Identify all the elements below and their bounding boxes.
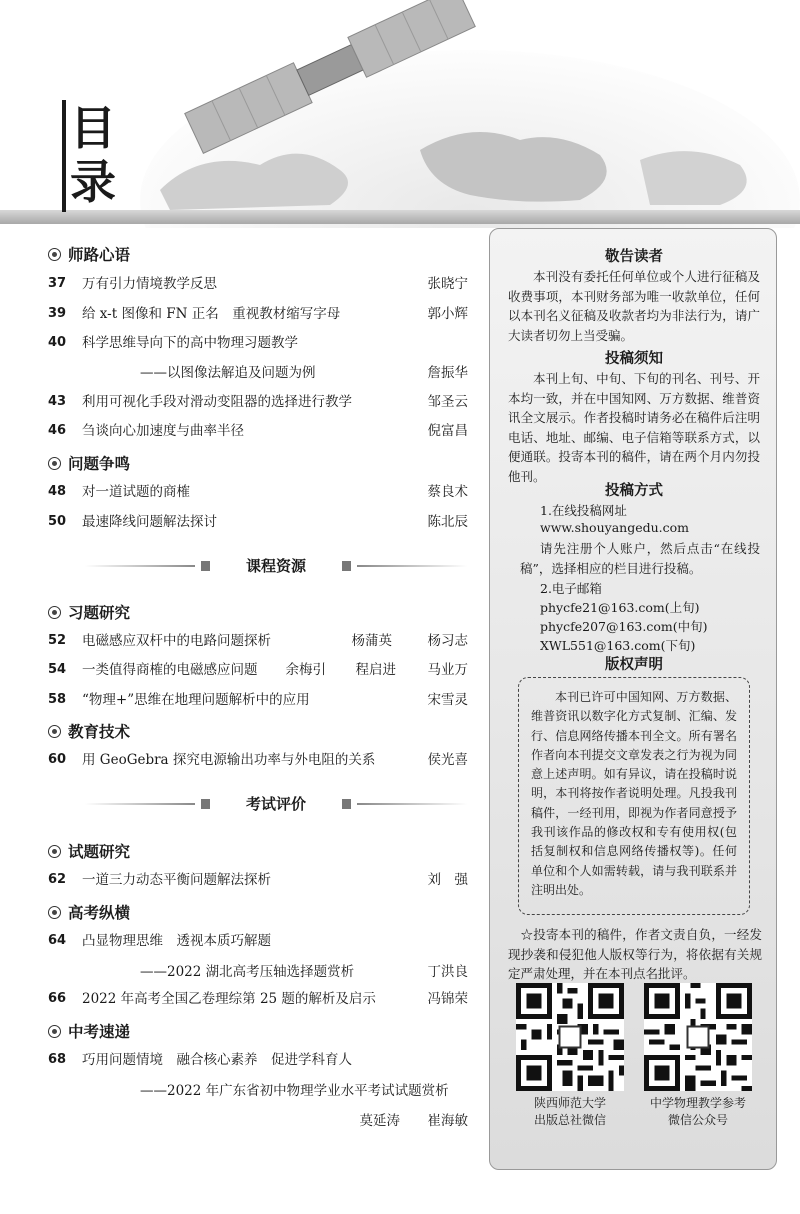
bullet-icon: [48, 248, 61, 261]
bullet-icon: [48, 457, 61, 470]
qr-code-icon: [516, 983, 624, 1091]
toc-entry[interactable]: 52 电磁感应双杆中的电路问题探析 杨蒲英 杨习志: [48, 633, 468, 649]
qr-code-icon: [644, 983, 752, 1091]
toc-entry[interactable]: 50 最速降线问题解法探讨 陈北辰: [48, 514, 468, 530]
bullet-icon: [48, 845, 61, 858]
warning-text: ☆投寄本刊的稿件，作者文责自负，一经发现抄袭和侵犯他人版权等行为，将依据有关规定严肃处理，并在本刊点名批评。: [508, 927, 762, 981]
toc-entry[interactable]: 37 万有引力情境教学反思 张晓宁: [48, 276, 468, 292]
method-1-text: 请先注册个人账户，然后点击“在线投稿”，选择相应的栏目进行投稿。: [520, 541, 760, 576]
email-1[interactable]: phycfe21@163.com(上旬): [540, 600, 700, 615]
qr1-caption: 陕西师范大学 出版总社微信: [533, 1096, 606, 1127]
bullet-icon: [48, 606, 61, 619]
section-gaokao: 高考纵横: [48, 901, 130, 923]
toc-subtitle: ——2022 年广东省初中物理学业水平考试试题赏析: [140, 1083, 449, 1099]
section-jiaoyu: 教育技术: [48, 720, 130, 742]
toc-entry[interactable]: 60 用 GeoGebra 探究电源输出功率与外电阻的关系 侯光喜: [48, 752, 468, 768]
toc-author: 崔海敏: [427, 1113, 468, 1129]
toc-author: 丁洪良: [427, 964, 468, 980]
method-1-label: 1.在线投稿网址: [540, 503, 627, 518]
section-shilu: 师路心语: [48, 243, 130, 265]
bullet-icon: [48, 1025, 61, 1038]
section-zhongkao: 中考速递: [48, 1020, 130, 1042]
toc-entry[interactable]: 40 科学思维导向下的高中物理习题教学: [48, 335, 298, 351]
header-banner: [0, 0, 800, 228]
toc-entry[interactable]: 39 给 x-t 图像和 FN 正名 重视教材缩写字母 郭小辉: [48, 306, 468, 322]
toc-entry[interactable]: 48 对一道试题的商榷 蔡良术: [48, 484, 468, 500]
page-title-1: 目: [70, 101, 116, 155]
email-2[interactable]: phycfe207@163.com(中旬): [540, 619, 708, 634]
toc-entry[interactable]: 46 刍谈向心加速度与曲率半径 倪富昌: [48, 423, 468, 439]
submit-text: 本刊上旬、中旬、下旬的刊名、刊号、开本均一致，并在中国知网、万方数据、维普资讯全文展示。作者投稿时请务必在稿件后注明电话、地址、邮编、电子信箱等联系方式，以便通联。投寄本刊的稿件，请在两个月内勿投他刊。: [508, 371, 760, 484]
divider-kecheng: 课程资源: [85, 557, 467, 575]
method-2-label: 2.电子邮箱: [540, 581, 602, 596]
toc-entry[interactable]: 58 “物理+”思维在地理问题解析中的应用 宋雪灵: [48, 692, 468, 708]
title-bar: [62, 100, 66, 212]
divider-kaoshi: 考试评价: [85, 795, 467, 813]
section-shiti: 试题研究: [48, 840, 130, 862]
method-title: 投稿方式: [605, 483, 663, 499]
bullet-icon: [48, 906, 61, 919]
header-band: [0, 210, 800, 224]
toc-entry[interactable]: 62 一道三力动态平衡问题解法探析 刘 强: [48, 872, 468, 888]
copyright-text: 本刊已许可中国知网、万方数据、维普资讯以数字化方式复制、汇编、发行、信息网络传播本刊全文。所有署名作者向本刊提交文章发表之行为视为同意上述声明。如有异议，请在投稿时说明，本刊将按作者说明处理。凡投我刊稿件，一经刊用，即视为作者同意授予我刊该作品的修改权和专有使用权(包括复制权和信息网络传播权等)。任何单位和个人如需转载，请与我刊联系并注明出处。: [531, 690, 737, 897]
bullet-icon: [48, 725, 61, 738]
page-title-2: 录: [70, 155, 116, 209]
toc-subtitle: ——2022 湖北高考压轴选择题赏析: [140, 964, 355, 980]
email-3[interactable]: XWL551@163.com(下旬): [540, 638, 696, 653]
notice-text: 本刊没有委托任何单位或个人进行征稿及收费事项，本刊财务部为唯一收款单位，任何以本刊名义征稿及收款者均为非法行为，请广大读者切勿上当受骗。: [508, 269, 760, 343]
sidebar-panel: [489, 228, 777, 1170]
qr2-caption: 中学物理教学参考 微信公众号: [649, 1096, 746, 1127]
section-wenti: 问题争鸣: [48, 452, 130, 474]
satellite-world-illustration: [0, 0, 800, 228]
toc-author: 詹振华: [427, 365, 468, 381]
toc-entry[interactable]: 43 利用可视化手段对滑动变阻器的选择进行教学 邹圣云: [48, 394, 468, 410]
toc-entry[interactable]: 54 一类值得商榷的电磁感应问题 余梅引 程启进 马业万: [48, 662, 468, 678]
copyright-box: [518, 677, 750, 915]
submit-title: 投稿须知: [605, 351, 663, 367]
qr-code-1[interactable]: [516, 983, 624, 1091]
copyright-title: 版权声明: [605, 657, 663, 673]
toc-author: 莫延涛: [359, 1113, 400, 1129]
toc-entry[interactable]: 66 2022 年高考全国乙卷理综第 25 题的解析及启示 冯锦荣: [48, 991, 468, 1007]
toc-entry[interactable]: 64 凸显物理思维 透视本质巧解题: [48, 933, 271, 949]
qr-code-2[interactable]: [644, 983, 752, 1091]
toc-subtitle: ——以图像法解追及问题为例: [140, 365, 316, 381]
website-link[interactable]: www.shouyangedu.com: [540, 520, 689, 535]
toc-entry[interactable]: 68 巧用问题情境 融合核心素养 促进学科育人: [48, 1052, 352, 1068]
notice-title: 敬告读者: [605, 249, 663, 265]
section-xiti: 习题研究: [48, 601, 130, 623]
